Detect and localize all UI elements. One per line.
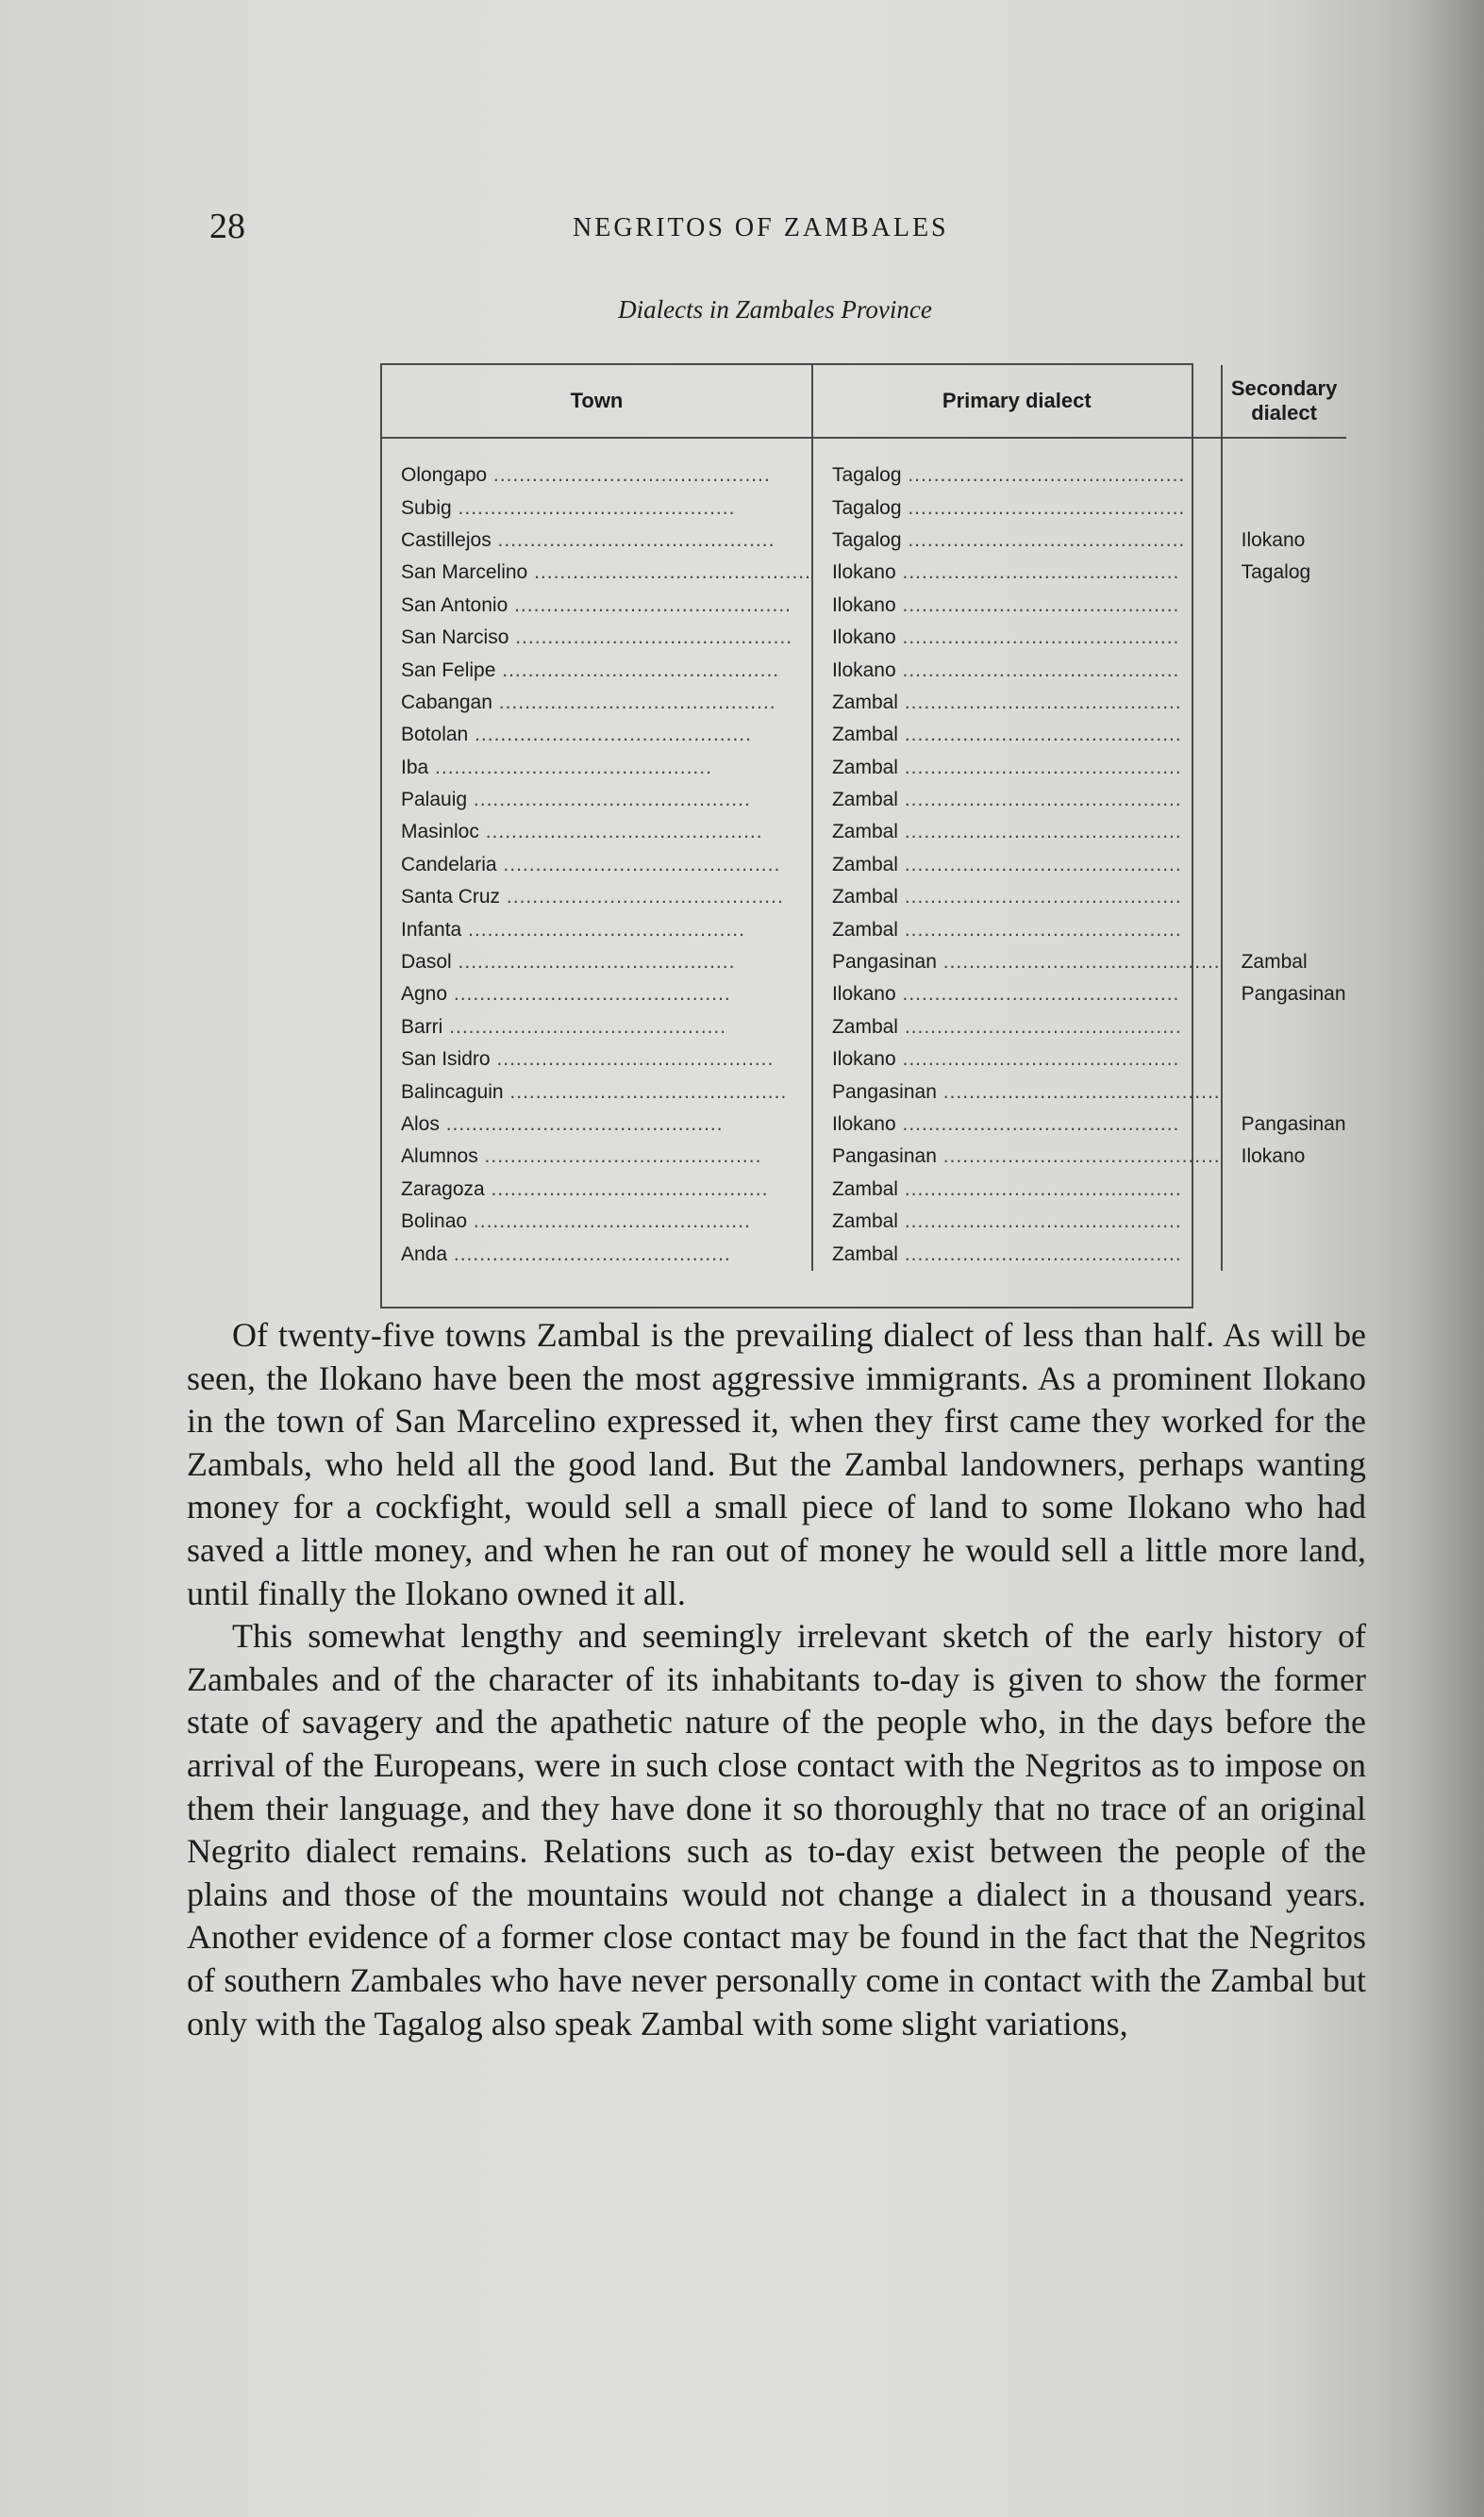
paragraph: This somewhat lengthy and seemingly irrelevant sketch of the early history of Zambales and of the character of its inhabitants to-day is given to show the former state of savagery and the apathetic nature of the people who, in the days before the arrival of the Europeans, were in such close contact with the Negritos as to impose on them their language, and they have done it so thoroughly that no trace of an original Negrito dialect remains. Relations such as to-day exist between the people of the plains and those of the mountains would not change a dialect in a thousand years. Another evidence of a former close contact may be found in the fact that the Negritos of southern Zambales who have never personally come in contact with the Zambal but only with the Tagalog also speak Zambal with some slight variations,: [187, 1617, 1366, 2042]
town-cell-text: San Marcelino .....: [401, 561, 811, 584]
primary-dialect-cell-text: Ilokano .....: [832, 594, 1221, 617]
primary-dialect-cell-text: Ilokano .....: [832, 561, 1221, 584]
town-cell: [382, 622, 812, 654]
secondary-dialect-cell: [1222, 438, 1346, 492]
table-row: [382, 654, 1346, 686]
secondary-dialect-cell-text: Ilokano: [1241, 1145, 1306, 1168]
town-cell-text: San Felipe .....: [401, 659, 811, 682]
primary-dialect-cell-text: Tagalog .....: [832, 464, 1221, 487]
table-row: [382, 1043, 1346, 1075]
secondary-dialect-cell: [1222, 978, 1346, 1010]
table-row: [382, 525, 1346, 557]
primary-dialect-cell: [812, 438, 1222, 492]
secondary-dialect-cell: [1222, 1011, 1346, 1043]
town-cell-text: Bolinao .....: [401, 1210, 811, 1233]
primary-dialect-cell-text: Zambal .....: [832, 1243, 1221, 1266]
town-cell-text: Candelaria .....: [401, 854, 811, 876]
table-row: [382, 438, 1346, 492]
table-body: [382, 438, 1346, 1271]
primary-dialect-cell: [812, 784, 1222, 816]
secondary-dialect-cell: [1222, 946, 1346, 978]
secondary-dialect-cell-text: Pangasinan: [1241, 1113, 1346, 1135]
town-cell: [382, 1043, 812, 1075]
primary-dialect-cell: [812, 881, 1222, 913]
secondary-dialect-cell: [1222, 913, 1346, 945]
page-number: 28: [209, 207, 245, 246]
primary-dialect-cell-text: Zambal .....: [832, 757, 1221, 779]
table-row: [382, 1238, 1346, 1270]
town-cell: [382, 557, 812, 589]
table-row: [382, 1206, 1346, 1238]
town-cell: [382, 881, 812, 913]
secondary-dialect-cell: [1222, 1206, 1346, 1238]
primary-dialect-cell-text: Zambal .....: [832, 789, 1221, 811]
secondary-dialect-cell: [1222, 557, 1346, 589]
town-cell: [382, 1108, 812, 1141]
paragraph: Of twenty-five towns Zambal is the prevailing dialect of less than half. As will be seen, the Ilokano have been the most aggressive immigrants. As a prominent Ilokano in the town of San Marcelino expressed it, when they first came they worked for the Zambals, who held all the good land. But the Zambal landowners, perhaps wanting money for a cockfight, would sell a small piece of land to some Ilokano who had saved a little money, and when he ran out of money he would sell a little more land, until finally the Ilokano owned it all.: [187, 1316, 1366, 1612]
table-row: [382, 622, 1346, 654]
table-row: [382, 492, 1346, 524]
dialects-table: [380, 363, 1346, 1309]
secondary-dialect-cell: [1222, 687, 1346, 719]
town-cell-text: Castillejos .....: [401, 529, 811, 552]
primary-dialect-cell-text: Zambal .....: [832, 724, 1221, 746]
town-cell: [382, 590, 812, 622]
table-row: [382, 978, 1346, 1010]
town-cell-text: Agno .....: [401, 983, 811, 1006]
secondary-dialect-cell: [1222, 1108, 1346, 1141]
primary-dialect-cell: [812, 719, 1222, 751]
secondary-dialect-cell-text: Tagalog: [1241, 561, 1311, 584]
primary-dialect-cell: [812, 525, 1222, 557]
town-cell-text: Barri .....: [401, 1016, 811, 1039]
town-cell: [382, 1141, 812, 1173]
table-row: [382, 687, 1346, 719]
town-cell-text: Alos .....: [401, 1113, 811, 1136]
town-cell-text: Masinloc .....: [401, 821, 811, 843]
table-row: [382, 913, 1346, 945]
primary-dialect-cell-text: Ilokano .....: [832, 659, 1221, 682]
town-cell: [382, 946, 812, 978]
primary-dialect-cell: [812, 654, 1222, 686]
primary-dialect-cell-text: Zambal .....: [832, 886, 1221, 908]
primary-dialect-cell: [812, 687, 1222, 719]
running-head: NEGRITOS OF ZAMBALES: [573, 213, 949, 242]
table-row: [382, 1011, 1346, 1043]
town-cell-text: Iba .....: [401, 757, 811, 779]
town-cell: [382, 784, 812, 816]
column-header-secondary-dialect: Secondary dialect: [1222, 365, 1346, 438]
primary-dialect-cell-text: Zambal .....: [832, 692, 1221, 714]
town-cell: [382, 1238, 812, 1270]
town-cell: [382, 752, 812, 784]
primary-dialect-cell-text: Zambal .....: [832, 821, 1221, 843]
primary-dialect-cell-text: Pangasinan .....: [832, 951, 1221, 974]
town-cell: [382, 525, 812, 557]
primary-dialect-cell: [812, 1043, 1222, 1075]
primary-dialect-cell-text: Tagalog .....: [832, 529, 1221, 552]
table-caption: Dialects in Zambales Province: [618, 295, 932, 324]
town-cell: [382, 849, 812, 881]
secondary-dialect-cell: [1222, 849, 1346, 881]
primary-dialect-cell: [812, 816, 1222, 848]
primary-dialect-cell: [812, 946, 1222, 978]
secondary-dialect-cell-text: Zambal: [1241, 951, 1308, 974]
town-cell-text: San Antonio .....: [401, 594, 811, 617]
primary-dialect-cell: [812, 557, 1222, 589]
town-cell-text: Palauig .....: [401, 789, 811, 811]
primary-dialect-cell-text: Zambal .....: [832, 1210, 1221, 1233]
primary-dialect-cell: [812, 1174, 1222, 1206]
town-cell: [382, 719, 812, 751]
primary-dialect-cell-text: Zambal .....: [832, 1178, 1221, 1201]
page-header: [209, 206, 1379, 253]
town-cell-text: Santa Cruz .....: [401, 886, 811, 908]
primary-dialect-cell-text: Zambal .....: [832, 854, 1221, 876]
primary-dialect-cell: [812, 913, 1222, 945]
town-cell-text: Alumnos .....: [401, 1145, 811, 1168]
primary-dialect-cell: [812, 1011, 1222, 1043]
secondary-dialect-cell: [1222, 816, 1346, 848]
primary-dialect-cell-text: Pangasinan .....: [832, 1081, 1221, 1104]
column-header-primary-dialect: Primary dialect: [812, 365, 1222, 438]
secondary-dialect-cell: [1222, 590, 1346, 622]
primary-dialect-cell-text: Tagalog .....: [832, 497, 1221, 520]
primary-dialect-cell: [812, 1206, 1222, 1238]
table-row: [382, 1075, 1346, 1108]
table-row: [382, 1141, 1346, 1173]
secondary-dialect-cell: [1222, 1238, 1346, 1270]
secondary-dialect-cell: [1222, 1174, 1346, 1206]
secondary-dialect-cell: [1222, 1043, 1346, 1075]
town-cell: [382, 492, 812, 524]
town-cell-text: Infanta .....: [401, 919, 811, 942]
primary-dialect-cell-text: Zambal .....: [832, 919, 1221, 942]
table-row: [382, 590, 1346, 622]
primary-dialect-cell: [812, 492, 1222, 524]
town-cell: [382, 1206, 812, 1238]
column-header-town: Town: [382, 365, 812, 438]
primary-dialect-cell: [812, 1238, 1222, 1270]
town-cell-text: Cabangan .....: [401, 692, 811, 714]
table-row: [382, 816, 1346, 848]
table-row: [382, 1108, 1346, 1141]
primary-dialect-cell: [812, 622, 1222, 654]
town-cell: [382, 1011, 812, 1043]
primary-dialect-cell: [812, 590, 1222, 622]
secondary-dialect-cell: [1222, 752, 1346, 784]
town-cell-text: Subig .....: [401, 497, 811, 520]
town-cell-text: Zaragoza .....: [401, 1178, 811, 1201]
table-row: [382, 946, 1346, 978]
secondary-dialect-cell: [1222, 1141, 1346, 1173]
table-row: [382, 1174, 1346, 1206]
secondary-dialect-cell: [1222, 622, 1346, 654]
table-header-row: [382, 365, 1346, 438]
primary-dialect-cell-text: Ilokano .....: [832, 983, 1221, 1006]
table-row: [382, 881, 1346, 913]
primary-dialect-cell: [812, 1075, 1222, 1108]
primary-dialect-cell: [812, 1141, 1222, 1173]
town-cell-text: Olongapo .....: [401, 464, 811, 487]
town-cell-text: San Narciso .....: [401, 626, 811, 649]
town-cell-text: Anda .....: [401, 1243, 811, 1266]
primary-dialect-cell: [812, 978, 1222, 1010]
table-row: [382, 752, 1346, 784]
secondary-dialect-cell-text: Pangasinan: [1241, 983, 1346, 1006]
primary-dialect-cell-text: Pangasinan .....: [832, 1145, 1221, 1168]
primary-dialect-cell: [812, 1108, 1222, 1141]
town-cell: [382, 1075, 812, 1108]
secondary-dialect-cell: [1222, 492, 1346, 524]
town-cell: [382, 438, 812, 492]
primary-dialect-cell: [812, 849, 1222, 881]
town-cell-text: Botolan .....: [401, 724, 811, 746]
secondary-dialect-cell: [1222, 654, 1346, 686]
town-cell-text: Dasol .....: [401, 951, 811, 974]
town-cell: [382, 1174, 812, 1206]
primary-dialect-cell-text: Ilokano .....: [832, 626, 1221, 649]
primary-dialect-cell-text: Ilokano .....: [832, 1113, 1221, 1136]
primary-dialect-cell-text: Zambal .....: [832, 1016, 1221, 1039]
town-cell-text: Balincaguin .....: [401, 1081, 811, 1104]
secondary-dialect-cell: [1222, 1075, 1346, 1108]
secondary-dialect-cell: [1222, 719, 1346, 751]
body-text: [187, 1314, 1366, 2045]
town-cell: [382, 913, 812, 945]
secondary-dialect-cell-text: Ilokano: [1241, 528, 1306, 551]
secondary-dialect-cell: [1222, 525, 1346, 557]
table-row: [382, 849, 1346, 881]
secondary-dialect-cell: [1222, 881, 1346, 913]
town-cell-text: San Isidro .....: [401, 1048, 811, 1071]
table-row: [382, 784, 1346, 816]
table-row: [382, 719, 1346, 751]
table-row: [382, 557, 1346, 589]
town-cell: [382, 978, 812, 1010]
primary-dialect-cell-text: Ilokano .....: [832, 1048, 1221, 1071]
secondary-dialect-cell: [1222, 784, 1346, 816]
town-cell: [382, 687, 812, 719]
town-cell: [382, 654, 812, 686]
primary-dialect-cell: [812, 752, 1222, 784]
town-cell: [382, 816, 812, 848]
